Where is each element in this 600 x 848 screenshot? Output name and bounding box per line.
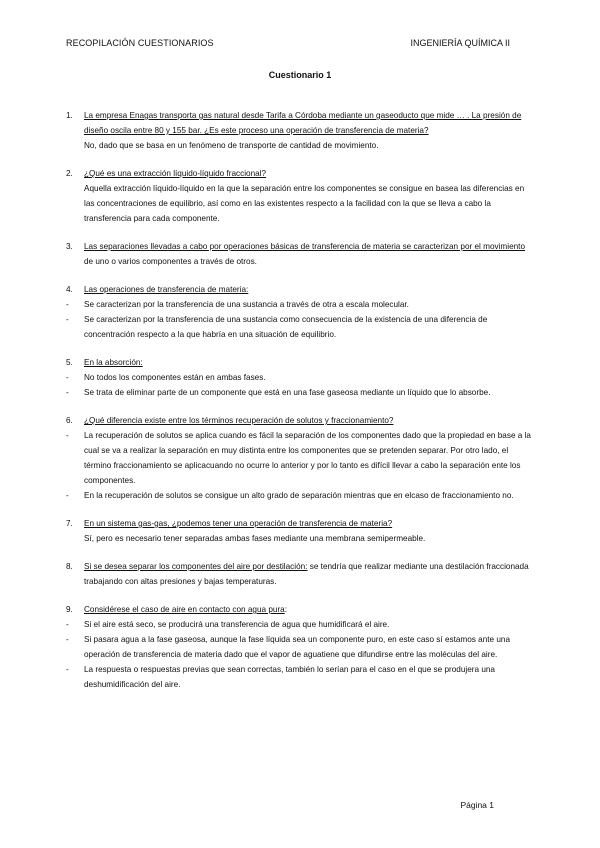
bullet-dash: - [66, 620, 69, 629]
bullet-dash: - [66, 665, 69, 674]
bullet-dash: - [66, 388, 69, 397]
question-number: 9. [66, 605, 73, 614]
question-6 [66, 413, 536, 428]
questionnaire-body [66, 108, 536, 692]
question-7 [66, 516, 536, 546]
list-item [66, 632, 536, 662]
list-item [66, 428, 536, 488]
bullet-text: Si el aire está seco, se producirá una transferencia de agua que humidificará el aire. [84, 620, 390, 629]
question-number: 5. [66, 358, 73, 367]
question-number: 4. [66, 285, 73, 294]
question-2 [66, 166, 536, 226]
question-number: 8. [66, 562, 73, 571]
page-number: Página 1 [460, 800, 494, 810]
list-item [66, 662, 536, 692]
bullet-text: En la recuperación de solutos se consigue un alto grado de separación mientras que en elcaso de fraccionamiento no. [84, 491, 514, 500]
question-number: 7. [66, 519, 73, 528]
question-1 [66, 108, 536, 153]
bullet-text: Se caracterizan por la transferencia de una sustancia como consecuencia de la existencia de una diferencia de concentración respecto a la que habría en una situación de equilibrio. [84, 315, 488, 339]
question-text: ¿Qué es una extracción líquido-líquido fraccional? [84, 169, 267, 178]
question-5 [66, 355, 536, 370]
list-item [66, 370, 536, 385]
question-4 [66, 282, 536, 297]
question-number: 1. [66, 111, 73, 120]
list-item [66, 617, 536, 632]
answer-text: de uno o varios componentes a través de otros. [84, 257, 257, 266]
question-text: Considérese el caso de aire en contacto con agua pura [84, 605, 285, 614]
bullet-dash: - [66, 373, 69, 382]
bullet-text: Se caracterizan por la transferencia de una sustancia a través de otra a escala molecular. [84, 300, 409, 309]
list-item [66, 297, 536, 312]
header-right: INGENIERÍA QUÍMICA II [410, 38, 510, 48]
bullet-dash: - [66, 431, 69, 440]
question-suffix: : [284, 605, 288, 614]
bullet-dash: - [66, 315, 69, 324]
header-left: RECOPILACIÓN CUESTIONARIOS [66, 38, 214, 48]
bullet-text: La respuesta o respuestas previas que sean correctas, también lo serían para el caso en el que se produjera una deshumidificación del aire. [84, 665, 495, 689]
bullet-dash: - [66, 635, 69, 644]
question-8 [66, 559, 536, 589]
bullet-text: Se trata de eliminar parte de un componente que está en una fase gaseosa mediante un líquido que lo absorbe. [84, 388, 491, 397]
answer-text: No, dado que se basa en un fenómeno de transporte de cantidad de movimiento. [84, 141, 379, 150]
answer-text: Sí, pero es necesario tener separadas ambas fases mediante una membrana semipermeable. [84, 534, 426, 543]
list-item [66, 312, 536, 342]
question-3 [66, 239, 536, 269]
page-title: Cuestionario 1 [268, 70, 332, 80]
question-text: En la absorción: [84, 358, 143, 367]
answer-text: Aquella extracción líquido-líquido en la que la separación entre los componentes se consigue en basea las diferencias en las concentraciones de equilibrio, así como en las existentes respecto a la facilidad con la que se lleva a cabo la transferencia para cada componente. [84, 184, 525, 223]
question-number: 3. [66, 242, 73, 251]
question-text: ¿Qué diferencia existe entre los términos recuperación de solutos y fraccionamiento? [84, 416, 394, 425]
question-text: Las separaciones llevadas a cabo por operaciones básicas de transferencia de materia se caracterizan por el movimiento [84, 242, 526, 251]
question-text: En un sistema gas-gas, ¿podemos tener una operación de transferencia de materia? [84, 519, 393, 528]
answer-text: se tendría que realizar mediante una destilación fraccionada trabajando con altas presiones y bajas temperaturas. [84, 562, 529, 586]
question-number: 6. [66, 416, 73, 425]
question-text: Si se desea separar los componentes del aire por destilación: [84, 562, 308, 571]
bullet-dash: - [66, 491, 69, 500]
bullet-text: Si pasara agua a la fase gaseosa, aunque la fase líquida sea un componente puro, en este caso sí estamos ante una operación de transferencia de materia dado que el vapor de aguatiene que difundirse entre las moléculas del aire. [84, 635, 511, 659]
question-9 [66, 602, 536, 617]
bullet-text: La recuperación de solutos se aplica cuando es fácil la separación de los componentes dado que la propiedad en base a la cual se va a realizar la separación en muy distinta entre los componentes que se pretenden separar. Por otro lado, el término fraccionamiento se aplicacuando no ocurre lo anterior y por lo tanto es difícil llevar a cabo la separación ente los componentes. [84, 431, 531, 485]
question-text: La empresa Enagas transporta gas natural desde Tarifa a Córdoba mediante un gaseoducto que mide … . La presión de diseño oscila entre 80 y 155 bar. ¿Es este proceso una operación de transferencia de materia? [84, 111, 522, 135]
list-item [66, 488, 536, 503]
bullet-text: No todos los componentes están en ambas fases. [84, 373, 266, 382]
bullet-dash: - [66, 300, 69, 309]
question-number: 2. [66, 169, 73, 178]
question-text: Las operaciones de transferencia de materia: [84, 285, 249, 294]
list-item [66, 385, 536, 400]
